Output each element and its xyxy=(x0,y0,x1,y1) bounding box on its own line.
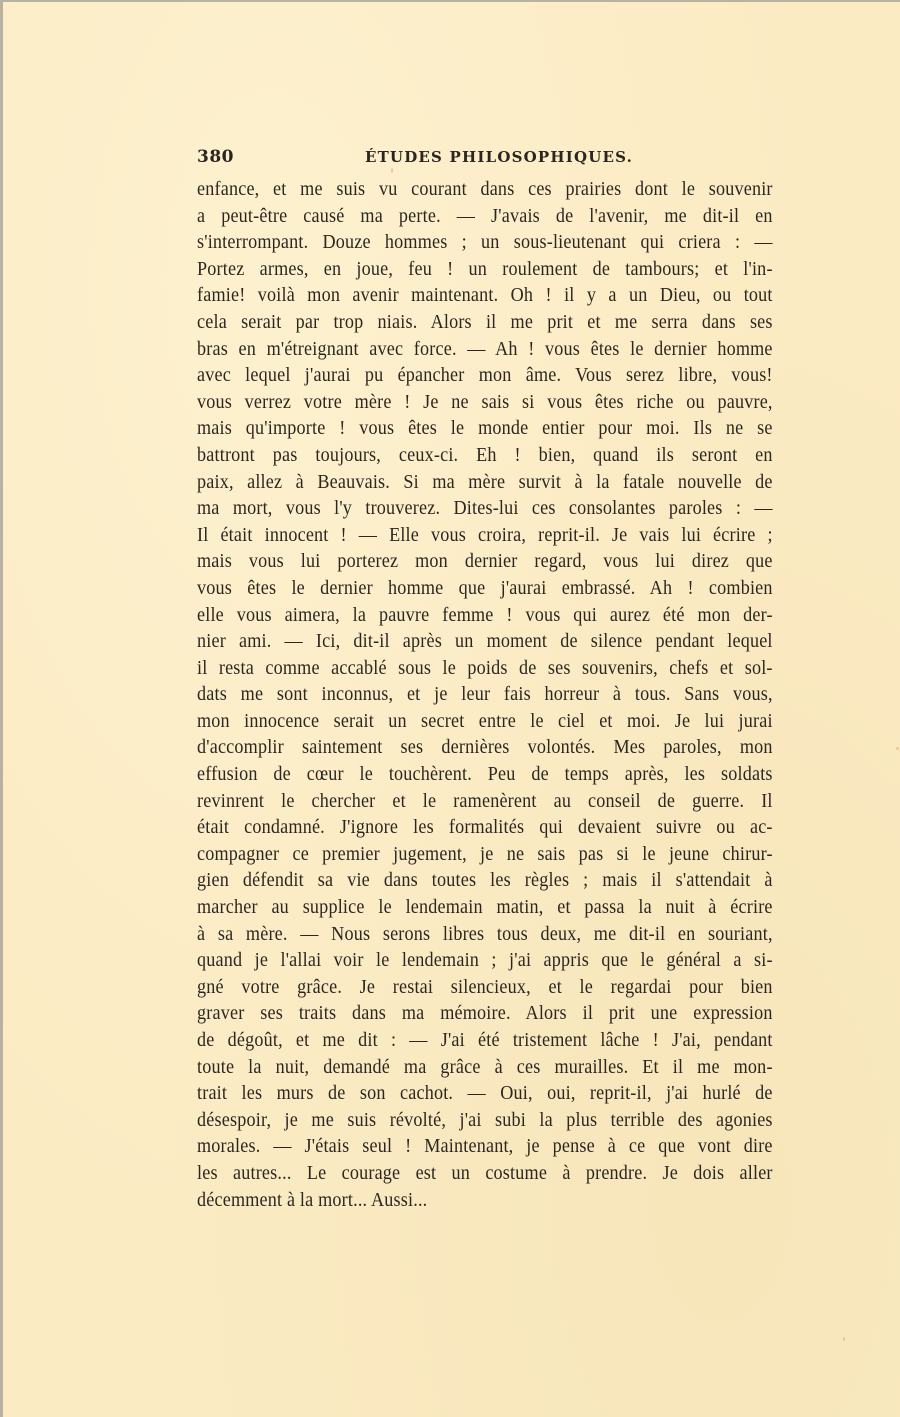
text-line: ma mort, vous l'y trouverez. Dites-lui ces consolantes paroles : — xyxy=(197,498,773,520)
text-line: battront pas toujours, ceux-ci. Eh ! bien, quand ils seront en xyxy=(197,444,773,466)
page-number: 380 xyxy=(197,147,234,167)
text-line: les autres... Le courage est un costume à prendre. Je dois aller xyxy=(197,1162,773,1184)
text-line: Il était innocent ! — Elle vous croira, reprit-il. Je vais lui écrire ; xyxy=(197,524,773,546)
text-line: de dégoût, et me dit : — J'ai été tristement lâche ! J'ai, pendant xyxy=(197,1030,773,1051)
text-line: effusion de cœur le touchèrent. Peu de temps après, les soldats xyxy=(197,764,773,786)
running-title: ÉTUDES PHILOSOPHIQUES. xyxy=(364,148,634,166)
text-line: à sa mère. — Nous serons libres tous deux, me dit-il en souriant, xyxy=(197,923,773,945)
text-line: mais qu'importe ! vous êtes le monde entier pour moi. Ils ne se xyxy=(197,418,773,440)
text-line: quand je l'allai voir le lendemain ; j'ai appris que le général a si- xyxy=(197,950,773,972)
text-line: cela serait par trop niais. Alors il me prit et me serra dans ses xyxy=(197,311,773,333)
text-line: gné votre grâce. Je restai silencieux, et le regardai pour bien xyxy=(197,976,773,998)
text-line: a peut-être causé ma perte. — J'avais de l'avenir, me dit-il en xyxy=(197,205,773,227)
text-line: toute la nuit, demandé ma grâce à ces murailles. Et il me mon- xyxy=(197,1056,773,1078)
paper-speck xyxy=(843,1337,845,1341)
text-line: mon innocence serait un secret entre le ciel et moi. Je lui jurai xyxy=(197,710,773,732)
text-line: gien défendit sa vie dans toutes les règles ; mais il s'attendait à xyxy=(197,870,773,892)
text-line: il resta comme accablé sous le poids de ses souvenirs, chefs et sol- xyxy=(197,657,773,679)
text-line: s'interrompant. Douze hommes ; un sous-lieutenant qui criera : — xyxy=(197,232,773,254)
text-line: paix, allez à Beauvais. Si ma mère survit à la fatale nouvelle de xyxy=(197,471,773,493)
running-header xyxy=(197,147,773,171)
text-line: graver ses traits dans ma mémoire. Alors il prit une expression xyxy=(197,1003,773,1025)
text-line: avec lequel j'aurai pu épancher mon âme. Vous serez libre, vous! xyxy=(197,365,773,387)
paper-speck xyxy=(896,747,899,750)
text-line: vous verrez votre mère ! Je ne sais si vous êtes riche ou pauvre, xyxy=(197,391,773,413)
text-line: nier ami. — Ici, dit-il après un moment de silence pendant lequel xyxy=(197,631,773,653)
text-line: trait les murs de son cachot. — Oui, oui, reprit-il, j'ai hurlé de xyxy=(197,1083,773,1105)
text-line-last: décemment à la mort... Aussi... xyxy=(197,1189,428,1211)
text-line: famie! voilà mon avenir maintenant. Oh ! il y a un Dieu, ou tout xyxy=(197,285,773,307)
text-line: désespoir, je me suis révolté, j'ai subi la plus terrible des agonies xyxy=(197,1109,773,1131)
text-line: mais vous lui porterez mon dernier regard, vous lui direz que xyxy=(197,551,773,573)
text-line: elle vous aimera, la pauvre femme ! vous qui aurez été mon der- xyxy=(197,604,773,626)
text-line: bras en m'étreignant avec force. — Ah ! vous êtes le dernier homme xyxy=(197,338,773,360)
body-text xyxy=(197,177,773,1214)
text-line: vous êtes le dernier homme que j'aurai embrassé. Ah ! combien xyxy=(197,577,773,599)
text-line: marcher au supplice le lendemain matin, et passa la nuit à écrire xyxy=(197,897,773,919)
paper-speck xyxy=(391,168,393,173)
text-line: dats me sont inconnus, et je leur fais horreur à tous. Sans vous, xyxy=(197,684,773,706)
text-line: compagner ce premier jugement, je ne sais pas si le jeune chirur- xyxy=(197,843,773,865)
text-line: Portez armes, en joue, feu ! un roulement de tambours; et l'in- xyxy=(197,258,773,280)
text-line: enfance, et me suis vu courant dans ces prairies dont le souvenir xyxy=(197,179,773,200)
text-line: revinrent le chercher et le ramenèrent au conseil de guerre. Il xyxy=(197,790,773,812)
text-line: d'accomplir saintement ses dernières volontés. Mes paroles, mon xyxy=(197,737,773,759)
text-line: morales. — J'étais seul ! Maintenant, je pense à ce que vont dire xyxy=(197,1136,773,1158)
text-line: était condamné. J'ignore les formalités qui devaient suivre ou ac- xyxy=(197,817,773,839)
